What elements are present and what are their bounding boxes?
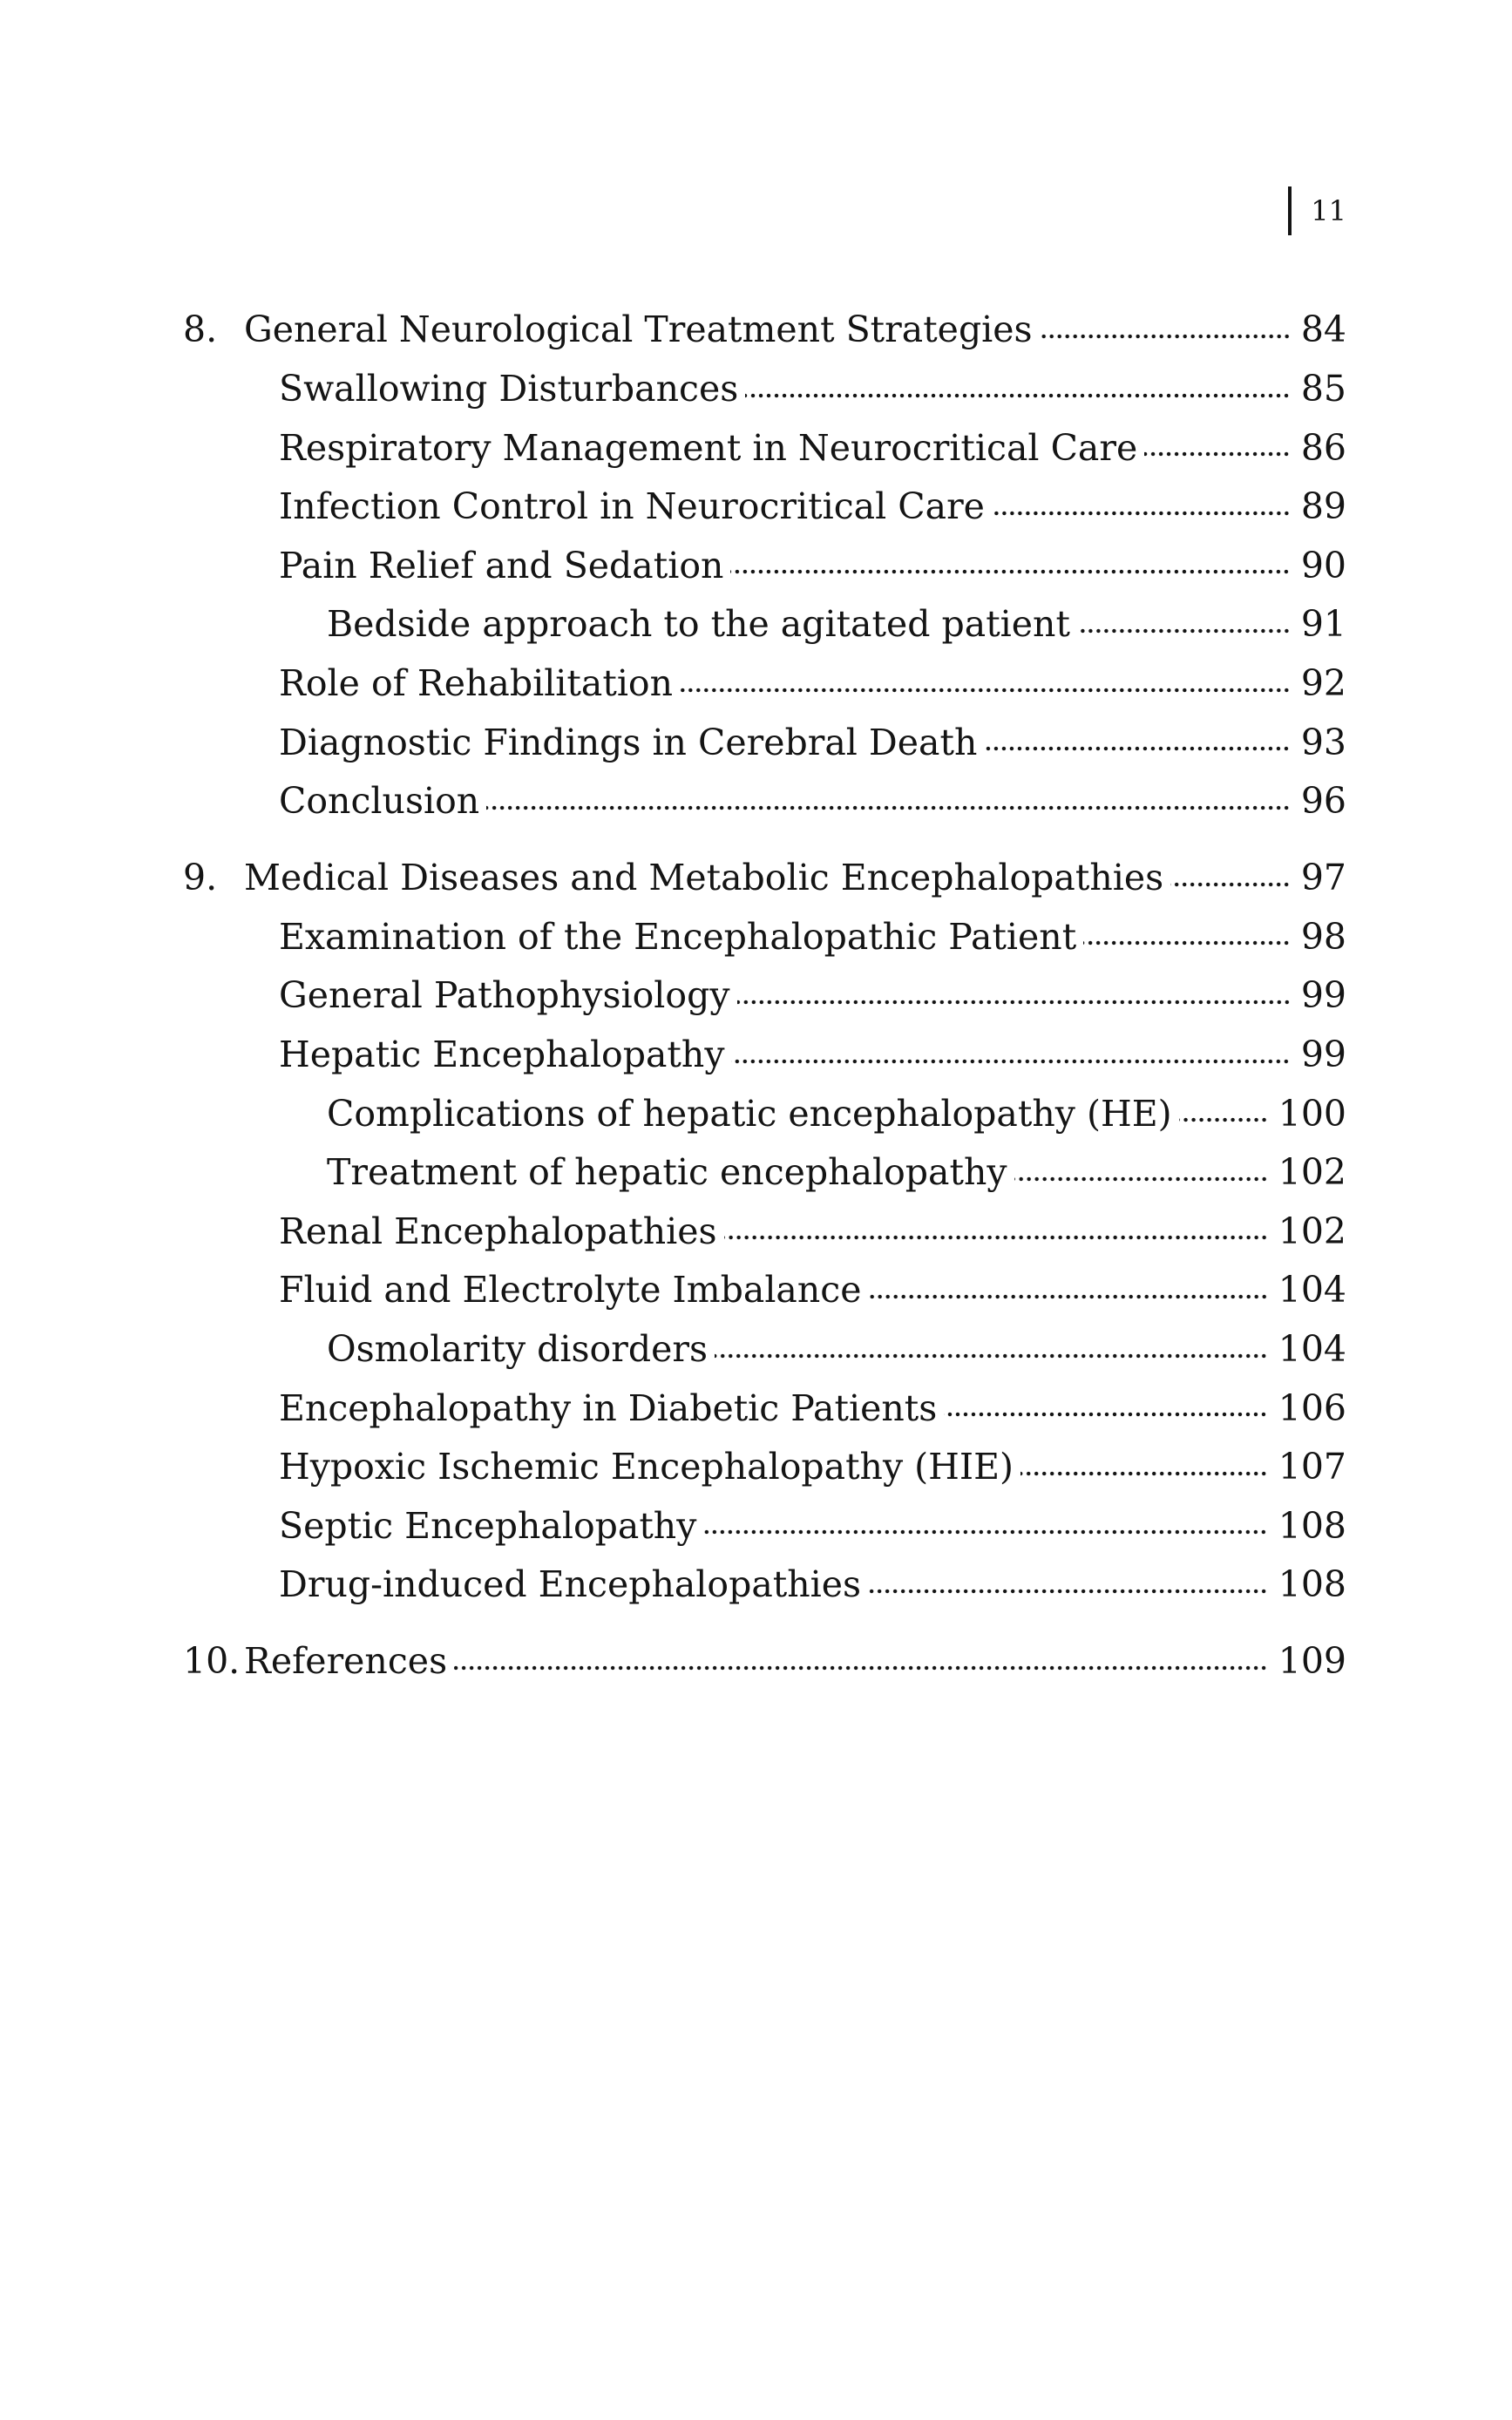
toc-item-he-complications[interactable] xyxy=(183,1085,1346,1144)
toc-item-examination[interactable] xyxy=(183,908,1346,967)
toc-item-he-treatment[interactable] xyxy=(183,1143,1346,1203)
page-ref: 99 xyxy=(1300,1033,1346,1075)
dot-leader xyxy=(724,1232,1268,1243)
dot-leader xyxy=(703,1527,1267,1537)
toc-item-cerebral-death[interactable] xyxy=(183,714,1346,773)
table-of-contents xyxy=(183,301,1346,1691)
item-title: Septic Encephalopathy xyxy=(279,1504,697,1547)
item-title: Renal Encephalopathies xyxy=(279,1210,717,1252)
dot-leader xyxy=(731,1056,1290,1067)
item-title: Hypoxic Ischemic Encephalopathy (HIE) xyxy=(279,1446,1014,1488)
page-ref: 108 xyxy=(1278,1563,1346,1606)
toc-item-septic[interactable] xyxy=(183,1497,1346,1556)
dot-leader xyxy=(745,390,1291,401)
item-title: Treatment of hepatic encephalopathy xyxy=(327,1151,1007,1194)
toc-chapter-9[interactable] xyxy=(183,849,1346,908)
chapter-title: General Neurological Treatment Strategies xyxy=(244,308,1033,350)
toc-chapter-8[interactable] xyxy=(183,301,1346,360)
page-ref: 98 xyxy=(1300,915,1346,958)
dot-leader xyxy=(486,803,1291,813)
item-title: Pain Relief and Sedation xyxy=(279,544,724,586)
page-ref: 91 xyxy=(1300,603,1346,646)
item-title: Respiratory Management in Neurocritical Care xyxy=(279,426,1138,469)
dot-leader xyxy=(868,1586,1268,1596)
page-ref: 90 xyxy=(1300,544,1346,586)
page-ref: 97 xyxy=(1300,856,1346,898)
item-title: Encephalopathy in Diabetic Patients xyxy=(279,1386,938,1429)
item-title: Conclusion xyxy=(279,780,480,823)
toc-item-pain-relief[interactable] xyxy=(183,537,1346,596)
toc-item-conclusion[interactable] xyxy=(183,772,1346,831)
page-ref: 108 xyxy=(1278,1504,1346,1547)
item-title: Bedside approach to the agitated patient xyxy=(327,603,1070,646)
item-title: Infection Control in Neurocritical Care xyxy=(279,485,985,528)
page-ref: 84 xyxy=(1300,308,1346,350)
toc-item-respiratory-management[interactable] xyxy=(183,419,1346,478)
dot-leader xyxy=(1014,1174,1268,1184)
item-title: Hepatic Encephalopathy xyxy=(279,1033,725,1075)
dot-leader xyxy=(984,743,1290,754)
page-ref: 107 xyxy=(1278,1446,1346,1488)
item-title: Osmolarity disorders xyxy=(327,1327,708,1370)
page-ref: 102 xyxy=(1278,1151,1346,1194)
page-ref: 93 xyxy=(1300,721,1346,763)
toc-item-infection-control[interactable] xyxy=(183,478,1346,537)
dot-leader xyxy=(992,508,1291,519)
chapter-title: References xyxy=(244,1639,448,1682)
toc-chapter-10[interactable] xyxy=(183,1632,1346,1691)
item-title: Complications of hepatic encephalopathy (HE) xyxy=(327,1092,1172,1135)
dot-leader xyxy=(454,1663,1268,1673)
item-title: Fluid and Electrolyte Imbalance xyxy=(279,1269,862,1312)
page-ref: 99 xyxy=(1300,974,1346,1017)
toc-item-pathophysiology[interactable] xyxy=(183,966,1346,1026)
dot-leader xyxy=(730,566,1290,577)
page-ref: 86 xyxy=(1300,426,1346,469)
dot-leader xyxy=(1077,626,1291,636)
dot-leader xyxy=(1144,449,1291,459)
toc-item-diabetic[interactable] xyxy=(183,1379,1346,1439)
toc-item-bedside-approach[interactable] xyxy=(183,595,1346,654)
page-ref: 109 xyxy=(1278,1639,1346,1682)
page-ref: 96 xyxy=(1300,780,1346,823)
chapter-number: 9. xyxy=(183,856,218,898)
page-ref: 102 xyxy=(1278,1210,1346,1252)
dot-leader xyxy=(1170,879,1291,890)
toc-item-hie[interactable] xyxy=(183,1438,1346,1497)
chapter-title: Medical Diseases and Metabolic Encephalopathies xyxy=(244,856,1164,898)
dot-leader xyxy=(1179,1115,1268,1125)
item-title: General Pathophysiology xyxy=(279,974,730,1017)
dot-leader xyxy=(737,997,1291,1007)
item-title: Diagnostic Findings in Cerebral Death xyxy=(279,721,978,763)
header-rule xyxy=(1288,186,1292,235)
dot-leader xyxy=(1083,938,1291,948)
page-ref: 92 xyxy=(1300,661,1346,704)
item-title: Swallowing Disturbances xyxy=(279,368,739,410)
page-ref: 106 xyxy=(1278,1386,1346,1429)
item-title: Examination of the Encephalopathic Patient xyxy=(279,915,1077,958)
page-ref: 104 xyxy=(1278,1327,1346,1370)
page-number: 11 xyxy=(1311,194,1346,227)
item-title: Role of Rehabilitation xyxy=(279,661,674,704)
chapter-number: 8. xyxy=(183,308,218,350)
toc-item-fluid-electrolyte[interactable] xyxy=(183,1261,1346,1320)
page-ref: 85 xyxy=(1300,368,1346,410)
toc-item-drug-induced[interactable] xyxy=(183,1556,1346,1615)
dot-leader xyxy=(715,1351,1268,1361)
toc-item-hepatic-encephalopathy[interactable] xyxy=(183,1026,1346,1085)
page-header xyxy=(1288,186,1346,235)
page-ref: 89 xyxy=(1300,485,1346,528)
dot-leader xyxy=(944,1409,1267,1420)
item-title: Drug-induced Encephalopathies xyxy=(279,1563,862,1606)
dot-leader xyxy=(680,685,1291,695)
chapter-number: 10. xyxy=(183,1639,241,1682)
dot-leader xyxy=(869,1291,1268,1302)
dot-leader xyxy=(1040,331,1291,342)
toc-item-rehabilitation[interactable] xyxy=(183,654,1346,714)
dot-leader xyxy=(1020,1468,1268,1479)
page-ref: 100 xyxy=(1278,1092,1346,1135)
toc-item-renal-encephalopathies[interactable] xyxy=(183,1203,1346,1262)
toc-item-swallowing-disturbances[interactable] xyxy=(183,360,1346,419)
toc-item-osmolarity[interactable] xyxy=(183,1320,1346,1379)
page-ref: 104 xyxy=(1278,1269,1346,1312)
